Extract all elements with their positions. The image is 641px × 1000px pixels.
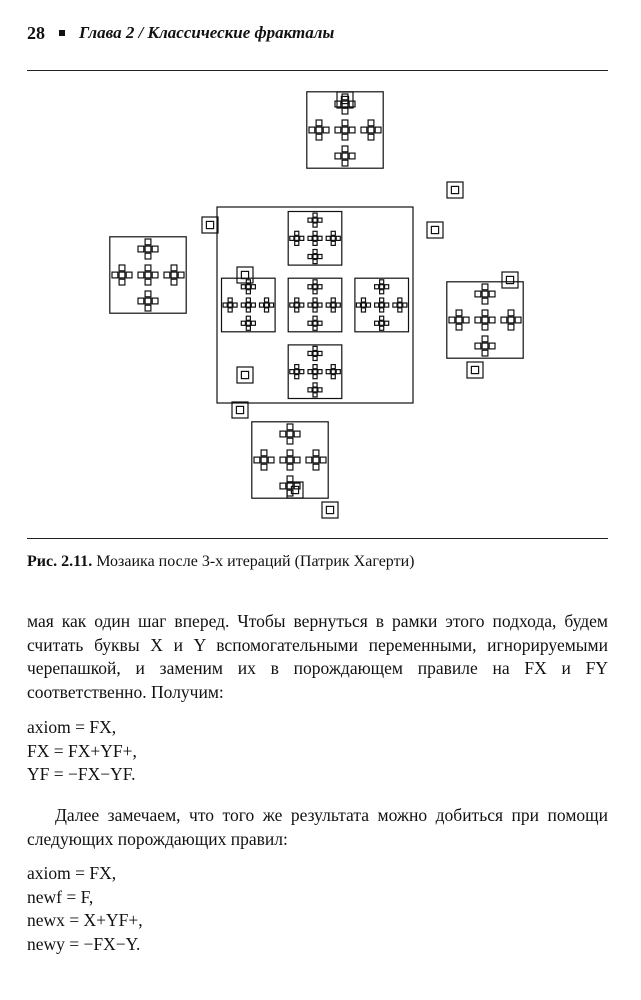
mosaic-square [489,343,495,349]
mosaic-square [313,356,317,360]
mosaic-square [331,303,335,307]
mosaic-square [308,285,312,289]
mosaic-square [335,101,341,107]
header-bullet [59,30,65,36]
mosaic-square [316,127,322,133]
mosaic-square [349,127,355,133]
mosaic-square [380,316,384,320]
paragraph-2: Далее замечаем, что того же результата можно добиться при помощи следующих порождающих правил: [27,805,608,849]
mosaic-square [501,317,507,323]
mosaic-square [482,310,488,316]
mosaic-square [313,351,317,355]
mosaic-square [331,308,335,312]
mosaic-square [280,431,286,437]
mosaic-fractal-figure [90,80,540,525]
mosaic-square [313,375,317,379]
mosaic-square [368,120,374,126]
mosaic-square [145,291,151,297]
mosaic-square [308,321,312,325]
mosaic-square [463,317,469,323]
mosaic-square [246,326,250,330]
mosaic-square [119,272,125,278]
mosaic-square [110,237,186,313]
rule-line: newx = X+YF+, [27,910,143,930]
mosaic-square [475,343,481,349]
mosaic-square [306,457,312,463]
mosaic-square [308,218,312,222]
mosaic-square [456,317,462,323]
mosaic-square [318,370,322,374]
mosaic-square [295,303,299,307]
mosaic-square [331,236,335,240]
mosaic-square [471,366,478,373]
mosaic-square [145,298,151,304]
mosaic-square [385,321,389,325]
mosaic-square [366,303,370,307]
mosaic-square [112,272,118,278]
mosaic-square [398,308,402,312]
mosaic-square [313,250,317,254]
rule-line: axiom = FX, [27,717,117,737]
mosaic-square [145,246,151,252]
mosaic-square [288,278,342,332]
mosaic-square [265,303,269,307]
mosaic-square [342,146,348,152]
mosaic-square [295,365,299,369]
mosaic-square [313,280,317,284]
mosaic-square [295,231,299,235]
mosaic-square [287,431,293,437]
mosaic-square [300,303,304,307]
header-rule [27,70,608,71]
mosaic-square [323,127,329,133]
mosaic-square [475,291,481,297]
mosaic-square [331,231,335,235]
mosaic-square [380,308,384,312]
mosaic-square [431,226,438,233]
mosaic-square [361,303,365,307]
mosaic-square [241,371,248,378]
mosaic-square [171,265,177,271]
mosaic-square [308,370,312,374]
mosaic-square [246,285,250,289]
mosaic-square [489,291,495,297]
mosaic-square [482,298,488,304]
mosaic-square [380,303,384,307]
mosaic-square [375,303,379,307]
mosaic-square [294,457,300,463]
mosaic-square [308,351,312,355]
mosaic-square [515,317,521,323]
mosaic-square [228,303,232,307]
mosaic-square [508,317,514,323]
mosaic-square [241,271,248,278]
mosaic-square [313,241,317,245]
mosaic-square [295,236,299,240]
mosaic-square [313,223,317,227]
rules-block-2 [27,862,608,956]
mosaic-square [467,362,483,378]
mosaic-square [361,298,365,302]
mosaic-square [313,213,317,217]
mosaic-square [451,186,458,193]
mosaic-square [385,285,389,289]
mosaic-square [313,285,317,289]
mosaic-square [287,438,293,444]
mosaic-square [449,317,455,323]
mosaic-square [398,303,402,307]
mosaic-square [336,370,340,374]
mosaic-square [246,316,250,320]
mosaic-square [342,134,348,140]
mosaic-square [308,255,312,259]
mosaic-square [335,153,341,159]
mosaic-square [316,134,322,140]
mosaic-square [290,236,294,240]
mosaic-square [313,365,317,369]
mosaic-square [261,464,267,470]
mosaic-square [246,303,250,307]
mosaic-square [318,351,322,355]
mosaic-square [393,303,397,307]
mosaic-square [246,298,250,302]
rule-line: newf = F, [27,886,94,907]
mosaic-square [270,303,274,307]
mosaic-square [398,298,402,302]
mosaic-square [313,457,319,463]
mosaic-square [261,450,267,456]
mosaic-square [308,388,312,392]
running-title: Глава 2 / Классические фракталы [79,23,335,42]
mosaic-square [482,343,488,349]
mosaic-square [318,218,322,222]
mosaic-square [427,222,443,238]
mosaic-square [280,457,286,463]
mosaic-square [152,272,158,278]
mosaic-square [237,367,253,383]
mosaic-square [152,298,158,304]
mosaic-square [222,278,276,332]
mosaic-square [265,308,269,312]
mosaic-square [295,241,299,245]
mosaic-square [349,153,355,159]
mosaic-square [482,284,488,290]
mosaic-square [152,246,158,252]
mosaic-square [233,303,237,307]
mosaic-square [331,241,335,245]
mosaic-square [342,120,348,126]
mosaic-square [342,108,348,114]
mosaic-square [318,236,322,240]
mosaic-square [228,308,232,312]
mosaic-square [313,316,317,320]
mosaic-square [380,285,384,289]
mosaic-square [145,239,151,245]
mosaic-square [313,260,317,264]
mosaic-square [318,255,322,259]
mosaic-square [331,298,335,302]
mosaic-square [287,424,293,430]
mosaic-square [308,236,312,240]
mosaic-square [380,321,384,325]
mosaic-square [313,450,319,456]
mosaic-square [326,236,330,240]
mosaic-square [254,457,260,463]
mosaic-square [318,388,322,392]
mosaic-square [252,422,328,498]
mosaic-square [375,285,379,289]
mosaic-square [295,370,299,374]
mosaic-square [313,383,317,387]
mosaic-square [228,298,232,302]
mosaic-square [336,236,340,240]
mosaic-square [313,298,317,302]
mosaic-square [320,457,326,463]
mosaic-square [287,476,293,482]
mosaic-square [380,280,384,284]
mosaic-square [313,303,317,307]
mosaic-square [288,345,342,399]
mosaic-square [290,370,294,374]
mosaic-square [475,317,481,323]
mosaic-square [171,272,177,278]
mosaic-square [318,285,322,289]
mosaic-square [260,303,264,307]
mosaic-square [145,253,151,259]
mosaic-square [318,321,322,325]
mosaic-square [331,375,335,379]
mosaic-square [295,298,299,302]
mosaic-square [447,182,463,198]
mosaic-square [145,279,151,285]
rule-line: newy = −FX−Y. [27,933,141,954]
mosaic-square [119,265,125,271]
mosaic-square [506,276,513,283]
figure-rule [27,538,608,539]
mosaic-square [268,457,274,463]
mosaic-square [287,457,293,463]
mosaic-square [342,160,348,166]
mosaic-square [502,272,518,288]
mosaic-square [322,502,338,518]
mosaic-square [355,278,409,332]
mosaic-square [295,308,299,312]
mosaic-square [368,134,374,140]
mosaic-square [313,346,317,350]
mosaic-square [300,236,304,240]
mosaic-square [313,236,317,240]
mosaic-square [380,290,384,294]
mosaic-square [368,127,374,133]
mosaic-square [361,308,365,312]
mosaic-square [342,127,348,133]
page-header [27,20,607,46]
mosaic-square [456,310,462,316]
mosaic-square [313,321,317,325]
mosaic-square [482,324,488,330]
rules-block-1 [27,716,608,787]
rule-line: axiom = FX, [27,863,117,883]
mosaic-square [336,303,340,307]
mosaic-square [508,324,514,330]
mosaic-square [482,336,488,342]
mosaic-square [241,285,245,289]
mosaic-square [309,127,315,133]
mosaic-square [349,101,355,107]
mosaic-square [385,303,389,307]
mosaic-square [138,272,144,278]
mosaic-square [313,326,317,330]
mosaic-square [206,221,213,228]
mosaic-square [241,321,245,325]
mosaic-square [164,272,170,278]
mosaic-square [138,298,144,304]
mosaic-square [295,375,299,379]
rule-line: YF = −FX−YF. [27,764,136,784]
mosaic-square [326,506,333,513]
mosaic-square [456,324,462,330]
mosaic-square [361,127,367,133]
mosaic-square [290,303,294,307]
mosaic-square [246,290,250,294]
mosaic-square [313,388,317,392]
mosaic-square [145,265,151,271]
mosaic-square [308,303,312,307]
mosaic-square [246,321,250,325]
mosaic-square [171,279,177,285]
mosaic-square [288,212,342,266]
mosaic-square [326,370,330,374]
mosaic-square [287,464,293,470]
mosaic-square [489,317,495,323]
mosaic-square [202,217,218,233]
mosaic-square [236,406,243,413]
mosaic-square [300,370,304,374]
caption-label: Рис. 2.11. [27,553,93,570]
mosaic-square [482,291,488,297]
mosaic-square [403,303,407,307]
mosaic-square [313,370,317,374]
mosaic-square [313,290,317,294]
mosaic-square [251,303,255,307]
rule-line: FX = FX+YF+, [27,740,137,761]
mosaic-square [482,317,488,323]
mosaic-square [313,255,317,259]
mosaic-square [145,272,151,278]
mosaic-square [375,127,381,133]
mosaic-square [138,246,144,252]
paragraph-1: мая как один шаг вперед. Чтобы вернуться в рамки этого подхода, будем считать буквы X и Y вспомогательными переменными, игнорируемыми черепашкой, и заменим их в порождающем правиле на FX и FY соответственно. Получим: [27,611,608,702]
mosaic-square [380,326,384,330]
mosaic-square [287,450,293,456]
mosaic-square [246,308,250,312]
mosaic-square [126,272,132,278]
mosaic-square [508,310,514,316]
mosaic-square [316,120,322,126]
mosaic-square [145,305,151,311]
mosaic-square [313,308,317,312]
mosaic-square [335,127,341,133]
mosaic-square [280,483,286,489]
mosaic-square [342,153,348,159]
mosaic-square [356,303,360,307]
mosaic-square [294,431,300,437]
mosaic-square [265,298,269,302]
mosaic-square [313,231,317,235]
page-number: 28 [27,22,45,43]
mosaic-square [261,457,267,463]
mosaic-square [119,279,125,285]
mosaic-square [178,272,184,278]
mosaic-square [318,303,322,307]
mosaic-square [380,298,384,302]
mosaic-square [241,303,245,307]
mosaic-square [223,303,227,307]
mosaic-square [313,218,317,222]
mosaic-square [251,285,255,289]
mosaic-square [375,321,379,325]
caption-text: Мозаика после 3-х итераций (Патрик Хагерти) [92,553,415,570]
mosaic-square [251,321,255,325]
mosaic-square [482,350,488,356]
figure-caption [27,553,608,571]
mosaic-square [447,282,523,358]
mosaic-square [313,393,317,397]
mosaic-square [331,365,335,369]
mosaic-square [232,402,248,418]
mosaic-square [331,370,335,374]
mosaic-square [326,303,330,307]
mosaic-square [313,464,319,470]
